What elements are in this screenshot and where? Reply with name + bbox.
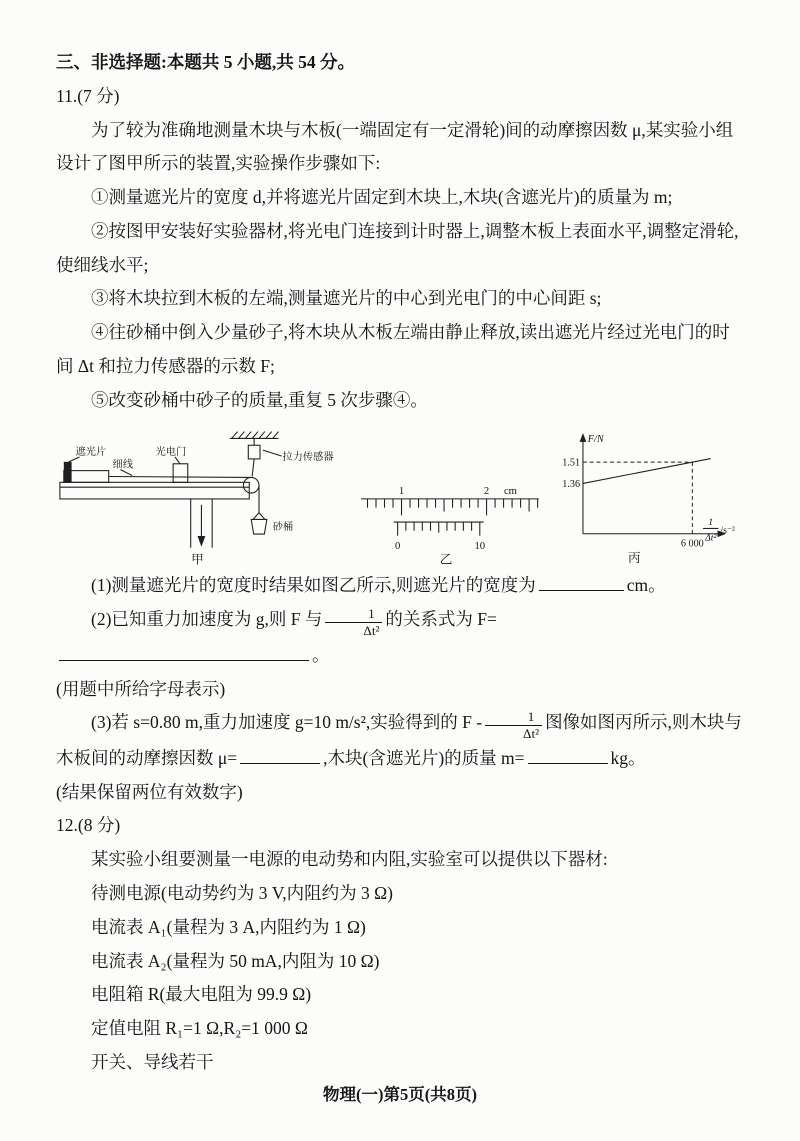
q11-step-4: ④往砂桶中倒入少量砂子,将木块从木板左端由静止释放,读出遮光片经过光电门的时间 Δt 和拉力传感器的示数 F;: [56, 322, 730, 376]
q11-number: 11.(7 分): [56, 85, 120, 106]
q11-step-3: ③将木块拉到木板的左端,测量遮光片的中心到光电门的中心间距 s;: [91, 288, 602, 309]
q11-sub1-answer-blank: [539, 573, 624, 592]
x-label-numerator: 1: [708, 517, 714, 529]
q11-sub3-text-mid2: ,木块(含遮光片)的质量 m=: [323, 747, 525, 768]
x-label-unit: /s⁻²: [720, 525, 736, 537]
sensor-leader-line: [263, 451, 282, 457]
figure-bing-graph: [552, 427, 746, 567]
q11-sub3-text-mid: 图像如图丙所示,则木块与木板间的动摩擦因数 μ=: [56, 712, 742, 768]
page-footer: 物理(一)第5页(共8页): [323, 1085, 477, 1105]
main-scale-unit: cm: [503, 486, 517, 498]
x-value-6000: 6 000: [681, 538, 705, 550]
fraction-numerator: 1: [485, 709, 542, 726]
x-label-denominator: Δt²: [705, 532, 717, 544]
q11-sub3-answer-blank-m: [528, 745, 608, 764]
q11-sub1-unit: cm。: [626, 575, 666, 596]
board-icon: [60, 483, 249, 500]
force-sensor-label: 拉力传感器: [282, 452, 334, 464]
photogate-label: 光电门: [155, 447, 187, 459]
q11-sub2-note: (用题中所给字母表示): [56, 678, 226, 699]
photogate-icon: [173, 464, 188, 483]
q11-sub3-note: (结果保留两位有效数字): [56, 781, 243, 802]
q12-equipment-fixed-resistors: 定值电阻 R₁=1 Ω,R₂=1 000 Ω: [91, 1018, 308, 1039]
y-value-136: 1.36: [562, 479, 581, 491]
q11-sub2-text: (2)已知重力加速度为 g,则 F 与: [91, 609, 323, 630]
q11-step-5: ⑤改变砂桶中砂子的质量,重复 5 次步骤④。: [91, 389, 428, 410]
axes-icon: [580, 434, 727, 538]
q11-step-2: ②按图甲安装好实验器材,将光电门连接到计时器上,调整木板上表面水平,调整定滑轮,使细线水平;: [56, 220, 739, 275]
q12-equipment-ammeter-a2: 电流表 A₂(量程为 50 mA,内阻为 10 Ω): [91, 950, 380, 971]
q11-sub2-answer-blank: [59, 642, 309, 661]
sand-bucket-label: 砂桶: [272, 522, 294, 534]
fraction-1-over-delta-t-squared: [485, 709, 542, 742]
q11-sub3-unit: kg。: [610, 747, 646, 768]
q11-sub1-text: (1)测量遮光片的宽度时结果如图乙所示,则遮光片的宽度为: [91, 575, 536, 596]
fraction-numerator: 1: [325, 606, 382, 623]
main-scale-tick-1: 1: [398, 486, 404, 498]
q12-intro: 某实验小组要测量一电源的电动势和内阻,实验室可以提供以下器材:: [91, 849, 608, 870]
q12-equipment-switch-wires: 开关、导线若干: [91, 1051, 214, 1072]
vernier-tick-10: 10: [474, 541, 485, 553]
x-axis-label: [703, 517, 735, 543]
q11-sub2: [56, 603, 746, 672]
q11-sub3-answer-blank-mu: [240, 745, 320, 764]
sand-bucket-icon: [251, 513, 267, 534]
pulley-icon: [243, 478, 259, 494]
q11-step-1: ①测量遮光片的宽度 d,并将遮光片固定到木块上,木块(含遮光片)的质量为 m;: [91, 187, 673, 208]
figure-bing-label: 丙: [628, 551, 641, 566]
q12-equipment-power: 待测电源(电动势约为 3 V,内阻约为 3 Ω): [91, 882, 393, 903]
q11-intro: 为了较为准确地测量木块与木板(一端固定有一定滑轮)间的动摩擦因数 μ,某实验小组设计了图甲所示的装置,实验操作步骤如下:: [56, 119, 734, 174]
vernier-tick-0: 0: [394, 541, 401, 553]
q11-sub2-text-mid: 的关系式为 F=: [385, 609, 497, 630]
main-scale-icon: [361, 499, 539, 515]
figure-yi-label: 乙: [439, 553, 453, 568]
fraction-1-over-delta-t-squared: [325, 606, 382, 639]
figure-jia-apparatus: [56, 425, 349, 567]
figure-yi-ruler: [359, 482, 543, 567]
section-header: 三、非选择题:本题共 5 小题,共 54 分。: [56, 52, 355, 72]
q12-number: 12.(8 分): [56, 815, 121, 836]
q11-sub3: [56, 706, 746, 775]
fraction-denominator: Δt²: [363, 623, 380, 639]
q11-sub1: [56, 569, 746, 603]
block-icon: [64, 462, 109, 482]
force-sensor-icon: [248, 439, 260, 477]
q12-equipment-resistance-box: 电阻箱 R(最大电阻为 99.9 Ω): [91, 984, 312, 1005]
figure-jia-label: 甲: [191, 552, 204, 567]
shutter-label: 遮光片: [75, 447, 107, 459]
y-axis-label: F/N: [588, 434, 605, 446]
string-label: 细线: [112, 460, 134, 472]
ceiling-hatch-icon: [230, 432, 279, 439]
fraction-denominator: Δt²: [523, 726, 540, 742]
q11-figures: [56, 425, 746, 567]
q12-equipment-ammeter-a1: 电流表 A₁(量程为 3 A,内阻约为 1 Ω): [91, 916, 366, 937]
support-leg-icon: [191, 499, 212, 548]
shutter-leader-line: [69, 457, 80, 462]
q11-sub2-period: 。: [312, 644, 330, 665]
string-icon: [109, 477, 252, 478]
q11-sub3-text: (3)若 s=0.80 m,重力加速度 g=10 m/s²,实验得到的 F -: [91, 712, 483, 733]
vernier-scale-icon: [394, 523, 484, 537]
y-value-151: 1.51: [562, 457, 581, 469]
main-scale-tick-2: 2: [483, 486, 490, 498]
